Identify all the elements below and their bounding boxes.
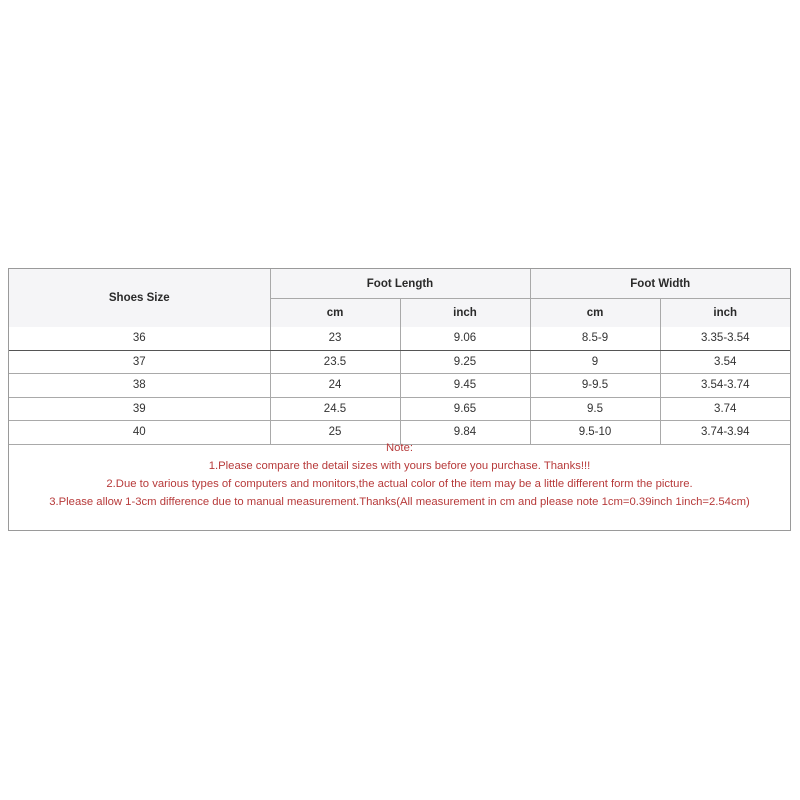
header-foot-width: Foot Width (530, 269, 790, 299)
header-shoes-size: Shoes Size (9, 269, 270, 327)
cell-size: 40 (9, 421, 270, 445)
cell-size: 39 (9, 397, 270, 421)
cell-width-cm: 9.5-10 (530, 421, 660, 445)
cell-width-cm: 8.5-9 (530, 327, 660, 350)
table-row (9, 397, 790, 421)
cell-length-inch: 9.06 (400, 327, 530, 350)
cell-length-inch: 9.84 (400, 421, 530, 445)
cell-length-cm: 24.5 (270, 397, 400, 421)
size-table (9, 269, 790, 445)
notes-section (9, 439, 790, 511)
cell-size: 37 (9, 350, 270, 374)
header-width-cm: cm (530, 299, 660, 328)
cell-length-cm: 24 (270, 374, 400, 398)
table-row (9, 374, 790, 398)
table-header-row (9, 269, 790, 299)
cell-length-inch: 9.25 (400, 350, 530, 374)
cell-length-cm: 23 (270, 327, 400, 350)
cell-length-inch: 9.45 (400, 374, 530, 398)
cell-length-cm: 23.5 (270, 350, 400, 374)
cell-width-inch: 3.35-3.54 (660, 327, 790, 350)
cell-width-inch: 3.54 (660, 350, 790, 374)
cell-length-cm: 25 (270, 421, 400, 445)
table-row (9, 327, 790, 350)
header-foot-length: Foot Length (270, 269, 530, 299)
header-width-inch: inch (660, 299, 790, 328)
table-row (9, 350, 790, 374)
cell-size: 38 (9, 374, 270, 398)
header-length-inch: inch (400, 299, 530, 328)
cell-width-cm: 9.5 (530, 397, 660, 421)
note-line-2: 2.Due to various types of computers and monitors,the actual color of the item may be a little different form the picture. (106, 478, 693, 490)
size-chart (8, 268, 791, 531)
cell-width-inch: 3.74 (660, 397, 790, 421)
cell-width-inch: 3.54-3.74 (660, 374, 790, 398)
cell-width-cm: 9 (530, 350, 660, 374)
note-line-1: 1.Please compare the detail sizes with yours before you purchase. Thanks!!! (208, 460, 591, 472)
note-title: Note: (385, 442, 413, 454)
note-line-3: 3.Please allow 1-3cm difference due to manual measurement.Thanks(All measurement in cm and please note 1cm=0.39inch 1inch=2.54cm) (49, 496, 750, 508)
cell-width-inch: 3.74-3.94 (660, 421, 790, 445)
header-length-cm: cm (270, 299, 400, 328)
cell-width-cm: 9-9.5 (530, 374, 660, 398)
cell-length-inch: 9.65 (400, 397, 530, 421)
cell-size: 36 (9, 327, 270, 350)
